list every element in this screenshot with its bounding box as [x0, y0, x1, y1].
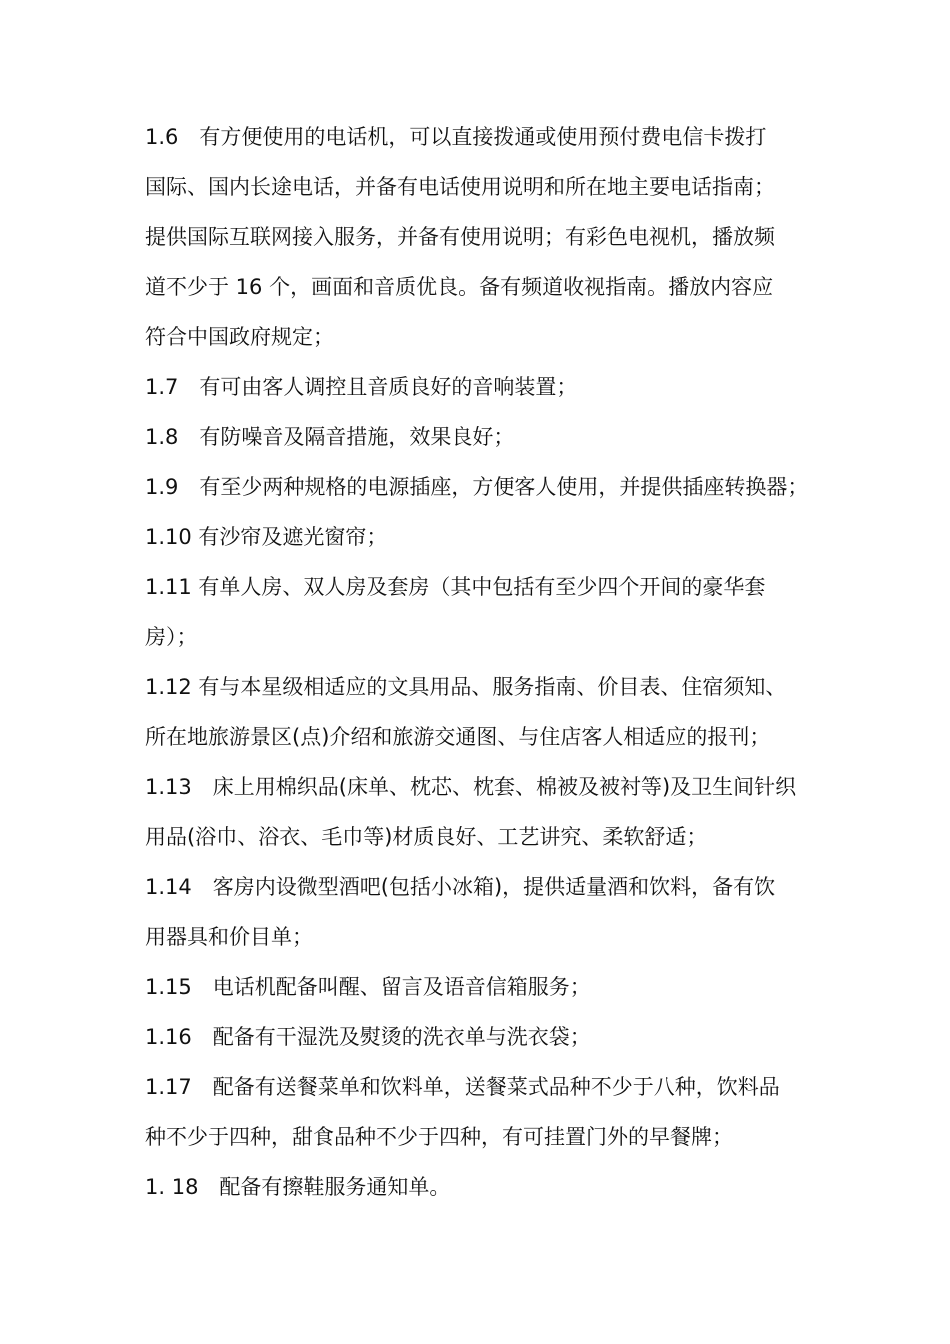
text-line: 种不少于四种，甜食品种不少于四种，有可挂置门外的早餐牌； — [145, 1125, 733, 1149]
text-line: 1.9 有至少两种规格的电源插座，方便客人使用，并提供插座转换器； — [145, 475, 809, 499]
text-line: 1.7 有可由客人调控且音质良好的音响装置； — [145, 375, 578, 399]
text-line: 1.8 有防噪音及隔音措施，效果良好； — [145, 425, 515, 449]
text-line: 所在地旅游景区(点)介绍和旅游交通图、与住店客人相适应的报刊； — [145, 725, 771, 749]
text-line: 1.14 客房内设微型酒吧(包括小冰箱)，提供适量酒和饮料，备有饮 — [145, 875, 776, 899]
text-line: 提供国际互联网接入服务，并备有使用说明；有彩色电视机，播放频 — [145, 225, 775, 249]
text-line: 用器具和价目单； — [145, 925, 313, 949]
text-line: 国际、国内长途电话，并备有电话使用说明和所在地主要电话指南； — [145, 175, 775, 199]
text-line: 1.12 有与本星级相适应的文具用品、服务指南、价目表、住宿须知、 — [145, 675, 787, 699]
text-line: 符合中国政府规定； — [145, 325, 334, 349]
text-line: 1.13 床上用棉织品(床单、枕芯、枕套、棉被及被衬等)及卫生间针织 — [145, 775, 797, 799]
text-line: 1.15 电话机配备叫醒、留言及语音信箱服务； — [145, 975, 591, 999]
text-line: 道不少于 16 个，画面和音质优良。备有频道收视指南。播放内容应 — [145, 275, 774, 299]
text-line: 用品(浴巾、浴衣、毛巾等)材质良好、工艺讲究、柔软舒适； — [145, 825, 708, 849]
text-line: 1. 18 配备有擦鞋服务通知单。 — [145, 1175, 451, 1199]
document-body — [145, 112, 835, 1212]
text-line: 1.11 有单人房、双人房及套房（其中包括有至少四个开间的豪华套 — [145, 575, 766, 599]
text-line: 1.6 有方便使用的电话机，可以直接拨通或使用预付费电信卡拨打 — [145, 125, 767, 149]
text-line: 1.10 有沙帘及遮光窗帘； — [145, 525, 388, 549]
text-line: 1.16 配备有干湿洗及熨烫的洗衣单与洗衣袋； — [145, 1025, 591, 1049]
text-line: 1.17 配备有送餐菜单和饮料单，送餐菜式品种不少于八种，饮料品 — [145, 1075, 780, 1099]
text-line: 房）； — [145, 625, 198, 649]
